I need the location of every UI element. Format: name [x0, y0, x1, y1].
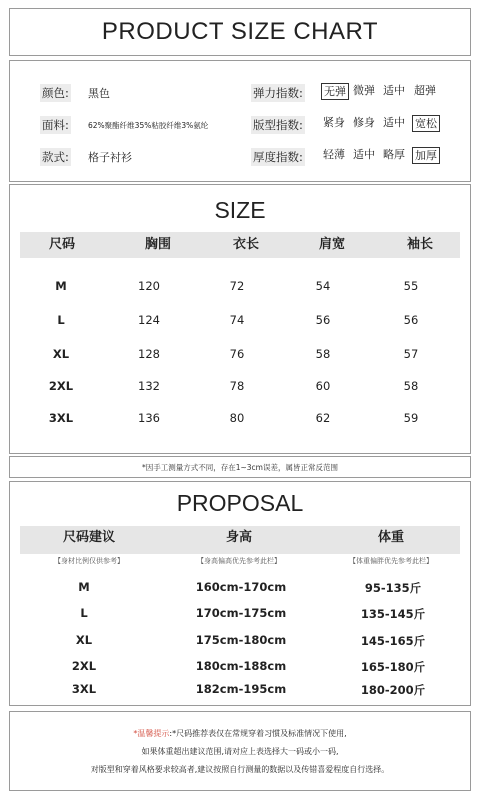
table-cell: 124 [138, 313, 160, 327]
thickness-label: 厚度指数: [253, 150, 303, 164]
tip-text-1: :*尺码推荐表仅在常规穿着习惯及标准情况下使用, [169, 729, 347, 738]
proposal-header-cell: 尺码建议 [62, 530, 115, 545]
tip-line-1 [10, 728, 470, 739]
table-cell: 128 [138, 347, 160, 361]
table-cell: 145-165斤 [360, 634, 426, 648]
measurement-note: *因手工测量方式不同，存在1~3cm误差，属皆正常反范围 [141, 462, 338, 472]
thickness-option: 略厚 [383, 148, 405, 161]
table-cell: 80 [229, 411, 245, 425]
thickness-option: 轻薄 [323, 148, 345, 161]
table-cell: XL [75, 633, 93, 647]
size-header-cell: 袖长 [406, 237, 433, 252]
style-value: 格子衬衫 [88, 151, 132, 164]
table-cell: 2XL [71, 659, 97, 673]
elasticity-option: 微弹 [353, 84, 375, 97]
elasticity-option: 无弹 [321, 83, 349, 100]
proposal-header-cell: 体重 [377, 530, 404, 545]
proposal-subheader: 【身材比例仅供参考】 [54, 557, 124, 565]
attributes-box [9, 60, 471, 182]
table-cell: 132 [138, 379, 160, 393]
table-cell: 170cm-175cm [195, 606, 287, 620]
table-cell: 165-180斤 [360, 660, 426, 674]
table-cell: 62 [315, 411, 331, 425]
fabric-value: 62%聚酯纤维35%粘胶纤维3%氨纶 [88, 121, 209, 130]
table-cell: 74 [229, 313, 245, 327]
size-header-row [20, 232, 460, 258]
size-header-cell: 衣长 [232, 237, 259, 252]
fit-option: 修身 [353, 116, 375, 129]
page-title: PRODUCT SIZE CHART [101, 18, 379, 45]
proposal-title: PROPOSAL [176, 490, 304, 516]
table-cell: 55 [403, 279, 419, 293]
table-cell: 135-145斤 [360, 607, 426, 621]
elasticity-label: 弹力指数: [253, 86, 303, 100]
elasticity-option: 适中 [383, 84, 405, 97]
table-cell: 58 [403, 379, 419, 393]
table-cell: XL [52, 347, 70, 361]
table-cell: 2XL [48, 379, 74, 393]
table-cell: L [57, 313, 65, 327]
table-cell: 78 [229, 379, 245, 393]
table-cell: 72 [229, 279, 245, 293]
table-cell: 136 [138, 411, 160, 425]
table-cell: 59 [403, 411, 419, 425]
fit-option: 宽松 [412, 115, 440, 132]
color-label: 颜色: [42, 86, 69, 100]
table-cell: 58 [315, 347, 331, 361]
table-cell: 180-200斤 [360, 683, 426, 697]
title-box [9, 8, 471, 56]
size-header-cell: 胸围 [144, 237, 171, 252]
thickness-option: 加厚 [412, 147, 440, 164]
fabric-label: 面料: [42, 118, 69, 132]
proposal-header-row [20, 526, 460, 554]
table-cell: 180cm-188cm [195, 659, 287, 673]
table-cell: 120 [138, 279, 160, 293]
table-cell: 60 [315, 379, 331, 393]
table-cell: M [55, 279, 67, 293]
style-label: 款式: [42, 150, 69, 164]
size-title: SIZE [214, 197, 266, 223]
table-cell: 182cm-195cm [195, 682, 287, 696]
fit-label: 版型指数: [253, 118, 303, 132]
size-section [9, 184, 471, 454]
tip-line-3: 对版型和穿着风格要求较高者,建议按照自行测量的数据以及传错喜爱程度自行选择。 [90, 765, 390, 774]
fit-option: 紧身 [323, 116, 345, 129]
size-header-cell: 肩宽 [318, 237, 345, 252]
table-cell: 3XL [48, 411, 74, 425]
size-header-cell: 尺码 [48, 237, 75, 252]
table-cell: 56 [403, 313, 419, 327]
proposal-subheader: 【身高偏高优先参考此栏】 [197, 557, 281, 565]
table-cell: 95-135斤 [364, 581, 422, 595]
table-cell: 175cm-180cm [195, 633, 287, 647]
table-cell: 56 [315, 313, 331, 327]
table-cell: L [80, 606, 88, 620]
table-cell: 57 [403, 347, 419, 361]
elasticity-option: 超弹 [414, 84, 436, 97]
table-cell: M [78, 580, 90, 594]
proposal-subheader: 【体重偏胖优先参考此栏】 [349, 557, 433, 565]
tip-prefix: *温馨提示 [133, 729, 170, 738]
fit-option: 适中 [383, 116, 405, 129]
proposal-header-cell: 身高 [225, 530, 252, 545]
table-cell: 3XL [71, 682, 97, 696]
color-value: 黑色 [88, 87, 110, 100]
table-cell: 76 [229, 347, 245, 361]
tip-line-2: 如果体重超出建议范围,请对应上表选择大一码或小一码, [141, 747, 339, 756]
proposal-section [9, 481, 471, 706]
tip-section [9, 711, 471, 791]
table-cell: 160cm-170cm [195, 580, 287, 594]
measurement-note-box [9, 456, 471, 478]
thickness-option: 适中 [353, 148, 375, 161]
table-cell: 54 [315, 279, 331, 293]
